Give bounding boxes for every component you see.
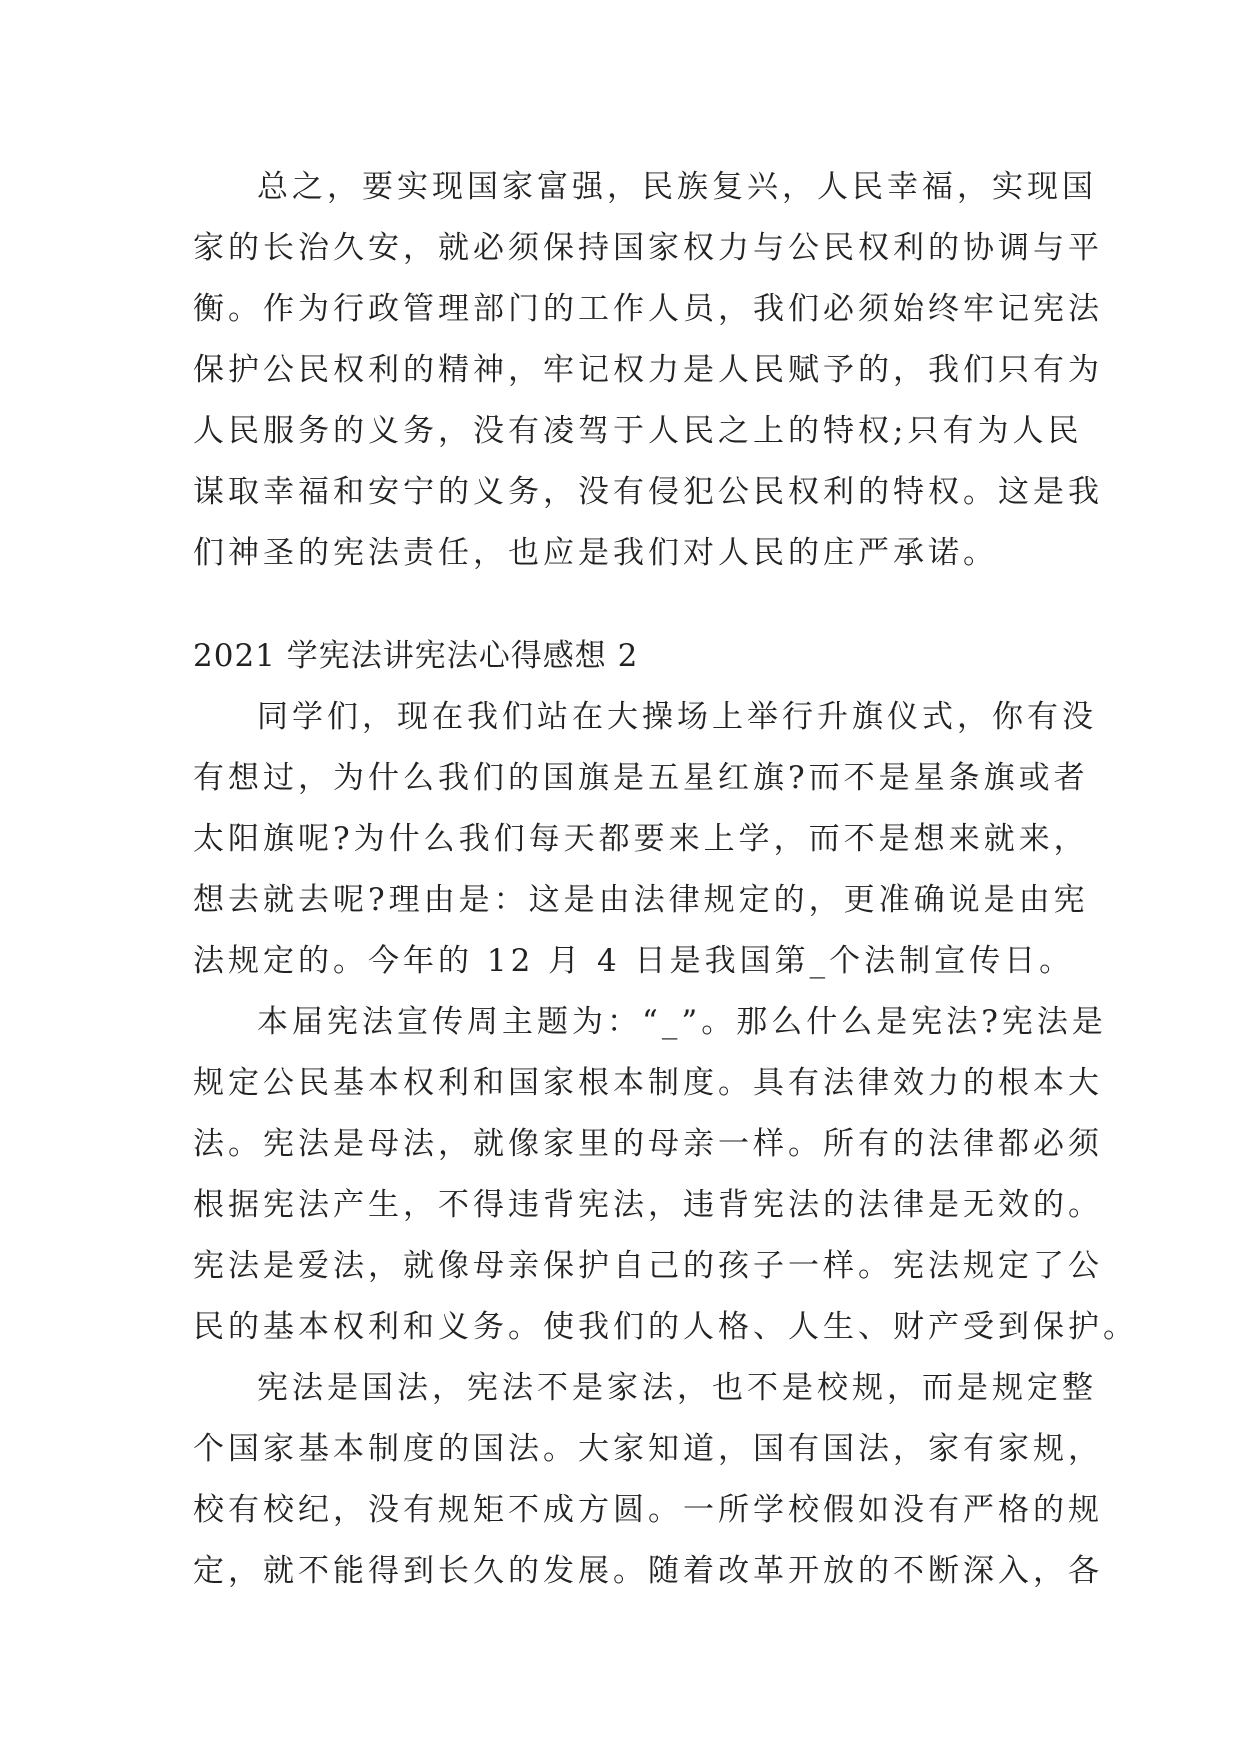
paragraph-line: 谋取幸福和安宁的义务，没有侵犯公民权利的特权。这是我 xyxy=(193,474,1103,510)
paragraph-line: 同学们，现在我们站在大操场上举行升旗仪式，你有没 xyxy=(257,699,1097,735)
paragraph-line: 规定公民基本权利和国家根本制度。具有法律效力的根本大 xyxy=(193,1065,1103,1101)
paragraph-line: 校有校纪，没有规矩不成方圆。一所学校假如没有严格的规 xyxy=(193,1492,1103,1528)
paragraph-line: 衡。作为行政管理部门的工作人员，我们必须始终牢记宪法 xyxy=(193,291,1103,327)
paragraph-line: 家的长治久安，就必须保持国家权力与公民权利的协调与平 xyxy=(193,230,1103,266)
paragraph-line: 人民服务的义务，没有凌驾于人民之上的特权;只有为人民 xyxy=(193,413,1083,449)
paragraph-line: 们神圣的宪法责任，也应是我们对人民的庄严承诺。 xyxy=(193,535,998,571)
section-heading: 2021 学宪法讲宪法心得感想 2 xyxy=(193,638,639,674)
paragraph-line: 民的基本权利和义务。使我们的人格、人生、财产受到保护。 xyxy=(193,1309,1138,1345)
paragraph-line: 个国家基本制度的国法。大家知道，国有国法，家有家规， xyxy=(193,1431,1103,1467)
paragraph-line: 定，就不能得到长久的发展。随着改革开放的不断深入，各 xyxy=(193,1553,1103,1589)
paragraph-line: 保护公民权利的精神，牢记权力是人民赋予的，我们只有为 xyxy=(193,352,1103,388)
paragraph-line: 太阳旗呢?为什么我们每天都要来上学，而不是想来就来， xyxy=(193,821,1089,857)
paragraph-line: 本届宪法宣传周主题为：“_”。那么什么是宪法?宪法是 xyxy=(257,1004,1107,1040)
paragraph-line: 根据宪法产生，不得违背宪法，违背宪法的法律是无效的。 xyxy=(193,1187,1103,1223)
paragraph-line: 总之，要实现国家富强，民族复兴，人民幸福，实现国 xyxy=(257,169,1097,205)
paragraph-line: 有想过，为什么我们的国旗是五星红旗?而不是星条旗或者 xyxy=(193,760,1089,796)
paragraph-line: 法规定的。今年的 12 月 4 日是我国第_个法制宣传日。 xyxy=(193,943,1075,979)
paragraph-line: 法。宪法是母法，就像家里的母亲一样。所有的法律都必须 xyxy=(193,1126,1103,1162)
paragraph-line: 宪法是爱法，就像母亲保护自己的孩子一样。宪法规定了公 xyxy=(193,1248,1103,1284)
paragraph-line: 宪法是国法，宪法不是家法，也不是校规，而是规定整 xyxy=(257,1370,1097,1406)
paragraph-line: 想去就去呢?理由是：这是由法律规定的，更准确说是由宪 xyxy=(193,882,1089,918)
